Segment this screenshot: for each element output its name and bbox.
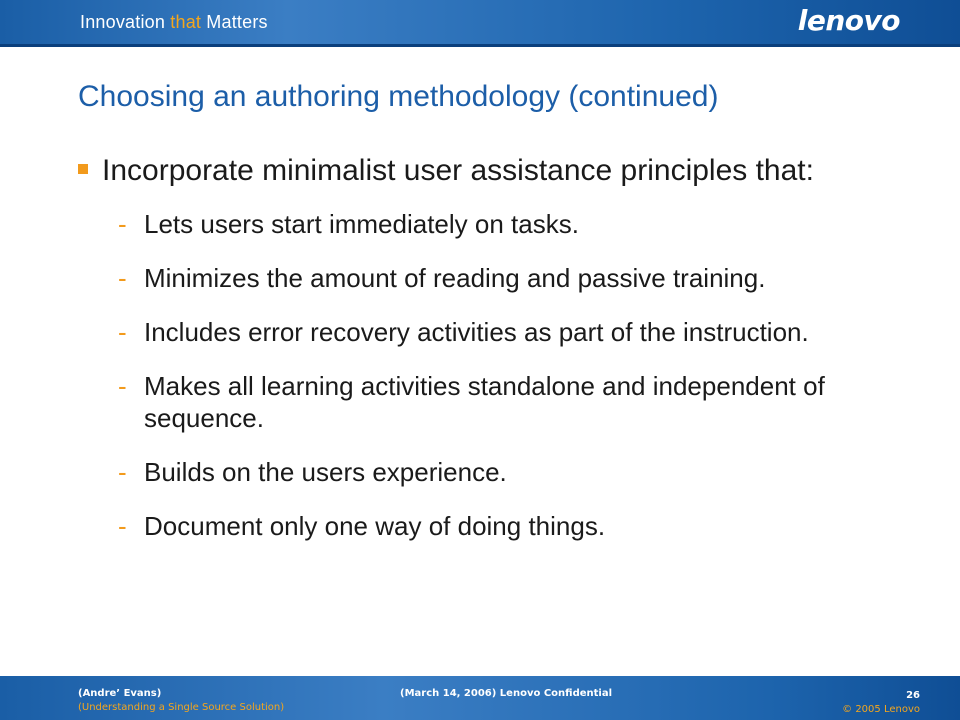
sub-bullet — [118, 208, 918, 240]
footer-confidential: (March 14, 2006) Lenovo Confidential — [400, 688, 613, 699]
dash-icon: - — [118, 371, 127, 401]
dash-icon: - — [118, 209, 127, 239]
dash-icon: - — [118, 317, 127, 347]
tagline — [80, 12, 268, 33]
sub-bullet — [118, 262, 918, 294]
sub-bullet — [118, 316, 918, 348]
tagline-highlight: that — [170, 12, 202, 32]
footer-presentation-title: (Understanding a Single Source Solution) — [78, 702, 285, 713]
sub-bullet — [118, 510, 918, 542]
sub-bullet-text: Lets users start immediately on tasks. — [144, 209, 579, 239]
page-number: 26 — [906, 690, 920, 701]
sub-bullet — [118, 456, 918, 488]
main-bullet — [78, 152, 938, 190]
dash-icon: - — [118, 263, 127, 293]
lenovo-logo: lenovo — [797, 4, 900, 37]
sub-bullet-text: Minimizes the amount of reading and passive training. — [144, 263, 766, 293]
dash-icon: - — [118, 511, 127, 541]
sub-bullet — [118, 370, 918, 434]
sub-bullet-text: Builds on the users experience. — [144, 457, 507, 487]
footer-author: (Andre’ Evans) — [78, 688, 162, 699]
square-bullet-icon — [78, 164, 88, 174]
tagline-part2: Matters — [201, 12, 268, 32]
main-bullet-text: Incorporate minimalist user assistance principles that: — [102, 154, 814, 187]
footer-copyright: © 2005 Lenovo — [842, 704, 920, 715]
dash-icon: - — [118, 457, 127, 487]
footer-bar — [0, 676, 960, 720]
sub-bullet-list — [118, 208, 918, 564]
sub-bullet-text: Makes all learning activities standalone and independent of sequence. — [144, 371, 825, 433]
header-bar — [0, 0, 960, 47]
sub-bullet-text: Includes error recovery activities as part of the instruction. — [144, 317, 809, 347]
sub-bullet-text: Document only one way of doing things. — [144, 511, 606, 541]
slide-title: Choosing an authoring methodology (continued) — [78, 80, 719, 113]
tagline-part1: Innovation — [80, 12, 171, 32]
